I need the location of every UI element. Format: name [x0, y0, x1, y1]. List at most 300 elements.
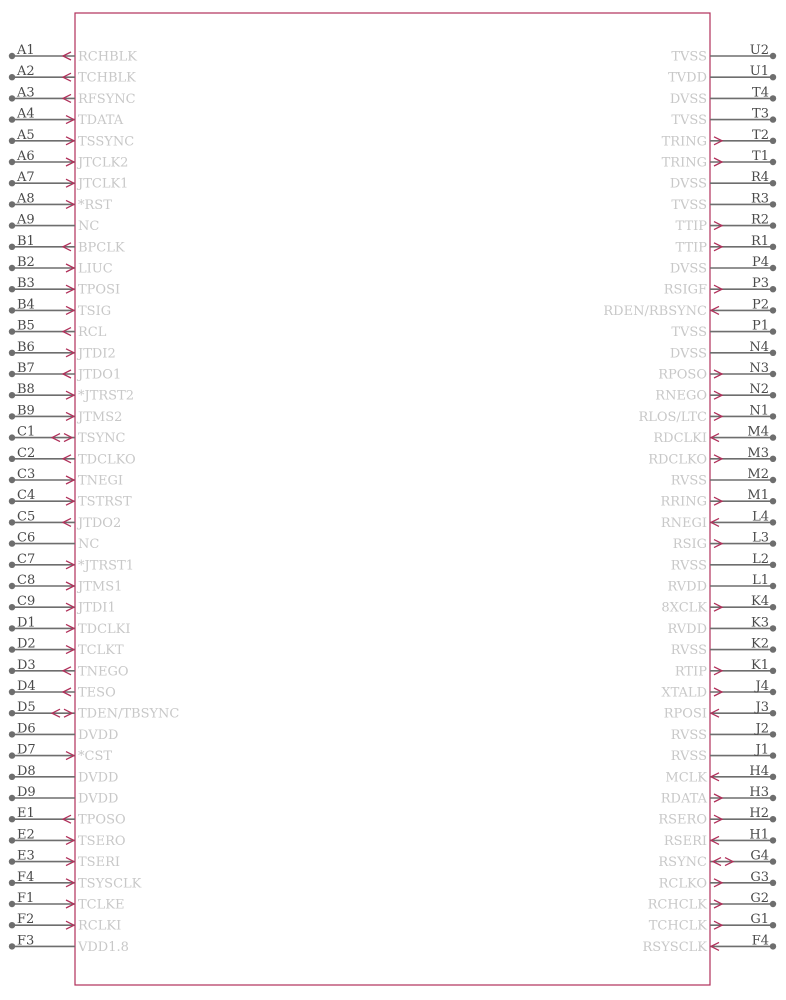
pin-number: K3: [751, 615, 769, 631]
pin-number: D5: [17, 700, 36, 716]
pin-number: L4: [752, 509, 769, 525]
pin-name: BPCLK: [78, 240, 125, 256]
pin-name: RDEN/RBSYNC: [603, 303, 707, 319]
pin-name: TDATA: [78, 113, 124, 129]
pin-endpoint-dot: [770, 752, 776, 758]
pin-endpoint-dot: [770, 858, 776, 864]
pin-endpoint-dot: [9, 731, 15, 737]
right-pin-column: [603, 43, 776, 955]
pin-number: J3: [755, 700, 769, 716]
pin-name: TCHBLK: [78, 70, 136, 86]
pin-name: TRING: [661, 134, 707, 150]
pin-name: TCLKE: [78, 897, 125, 913]
pin-name: DVDD: [78, 770, 119, 786]
pin-endpoint-dot: [9, 477, 15, 483]
right-pin: [665, 764, 776, 786]
pin-number: C6: [17, 530, 36, 546]
pin-endpoint-dot: [9, 880, 15, 886]
pin-name: RNEGO: [655, 388, 707, 404]
left-pin: [9, 933, 129, 955]
pin-endpoint-dot: [9, 816, 15, 822]
pin-name: RFSYNC: [78, 91, 136, 107]
pin-endpoint-dot: [770, 477, 776, 483]
right-pin: [671, 107, 776, 129]
pin-name: JTDI2: [78, 346, 116, 362]
pin-number: E2: [17, 827, 35, 843]
pin-endpoint-dot: [770, 74, 776, 80]
pin-number: H3: [749, 785, 769, 800]
right-pin: [670, 255, 776, 277]
pin-name: RCHCLK: [647, 897, 707, 913]
pin-number: F1: [17, 891, 35, 906]
left-pin: [9, 64, 136, 86]
right-pin: [661, 679, 776, 701]
pin-endpoint-dot: [770, 795, 776, 801]
pin-number: U2: [749, 43, 769, 58]
left-pin: [9, 764, 119, 786]
pin-name: *CST: [78, 749, 113, 765]
pin-name: TVDD: [668, 70, 707, 86]
pin-name: TSSYNC: [78, 134, 135, 150]
pin-number: K4: [751, 594, 769, 610]
left-pin: [9, 891, 125, 913]
pin-number: C7: [17, 551, 36, 567]
left-pin: [9, 552, 134, 574]
pin-name: TESO: [78, 685, 116, 701]
pin-endpoint-dot: [770, 668, 776, 674]
pin-name: RVDD: [667, 621, 707, 637]
pin-name: RTIP: [674, 664, 707, 680]
pin-endpoint-dot: [9, 307, 15, 313]
pin-name: RDCLKO: [648, 452, 707, 468]
pin-endpoint-dot: [9, 95, 15, 101]
pin-name: RSIG: [672, 537, 707, 553]
pin-endpoint-dot: [9, 498, 15, 504]
pin-endpoint-dot: [9, 668, 15, 674]
pin-endpoint-dot: [770, 774, 776, 780]
right-pin: [649, 912, 776, 934]
left-pin: [9, 403, 123, 425]
pin-number: D1: [17, 615, 36, 631]
pin-endpoint-dot: [770, 328, 776, 334]
pin-number: C9: [17, 594, 36, 610]
pin-number: F2: [17, 912, 35, 928]
pin-name: RNEGI: [660, 515, 707, 531]
pin-name: DVSS: [669, 346, 707, 362]
right-pin: [603, 297, 776, 319]
pin-endpoint-dot: [770, 286, 776, 292]
pin-endpoint-dot: [9, 604, 15, 610]
left-pin: [9, 467, 123, 489]
pin-endpoint-dot: [770, 116, 776, 122]
pin-endpoint-dot: [770, 350, 776, 356]
pin-number: L2: [752, 551, 769, 567]
pin-number: G1: [750, 912, 769, 928]
right-pin: [671, 191, 776, 213]
pin-endpoint-dot: [770, 562, 776, 568]
pin-endpoint-dot: [770, 689, 776, 695]
pin-endpoint-dot: [770, 625, 776, 631]
right-pin: [667, 573, 776, 595]
left-pin: [9, 615, 131, 637]
left-pin: [9, 128, 134, 150]
pin-number: E1: [17, 806, 35, 822]
pin-name: TCLKT: [78, 643, 124, 659]
pin-number: B3: [17, 276, 35, 292]
pin-name: DVSS: [669, 91, 707, 107]
pin-name: TPOSI: [78, 282, 121, 298]
pin-endpoint-dot: [770, 456, 776, 462]
pin-endpoint-dot: [770, 371, 776, 377]
right-pin: [643, 933, 777, 955]
pin-number: K2: [751, 636, 769, 652]
pin-endpoint-dot: [9, 392, 15, 398]
pin-name: NC: [78, 219, 100, 235]
pin-name: RVSS: [670, 749, 707, 765]
pin-endpoint-dot: [770, 943, 776, 949]
left-pin: [9, 361, 121, 383]
pin-endpoint-dot: [770, 498, 776, 504]
pin-name: TSTRST: [78, 494, 132, 510]
left-pin: [9, 255, 113, 277]
right-pin: [670, 85, 776, 107]
right-pin: [670, 170, 776, 192]
right-pin: [661, 594, 776, 616]
pin-endpoint-dot: [770, 731, 776, 737]
pin-name: VDD1.8: [78, 939, 129, 955]
pin-name: TNEGI: [78, 473, 124, 489]
pin-number: A3: [17, 85, 35, 101]
pin-endpoint-dot: [770, 392, 776, 398]
pin-endpoint-dot: [770, 307, 776, 313]
pin-name: TSYSCLK: [78, 876, 142, 892]
pin-number: D8: [17, 763, 36, 779]
pin-endpoint-dot: [770, 434, 776, 440]
pin-name: RSERO: [658, 812, 707, 828]
pin-endpoint-dot: [770, 201, 776, 207]
pin-number: F4: [751, 933, 769, 949]
pin-endpoint-dot: [9, 53, 15, 59]
pin-name: *JTRST2: [78, 388, 135, 404]
left-pin: [9, 149, 129, 171]
right-pin: [664, 276, 776, 298]
pin-name: TNEGO: [78, 664, 129, 680]
pin-name: JTDO2: [78, 515, 122, 531]
left-pin: [9, 743, 113, 765]
pin-number: N2: [749, 382, 769, 398]
pin-number: C3: [17, 467, 36, 482]
left-pin: [9, 170, 129, 192]
left-pin: [9, 191, 112, 213]
left-pin: [9, 509, 121, 531]
pin-name: RRING: [660, 494, 707, 510]
pin-name: JTDI1: [78, 600, 116, 616]
pin-name: JTCLK2: [78, 155, 129, 171]
pin-name: RCLKO: [658, 876, 707, 892]
pin-endpoint-dot: [770, 583, 776, 589]
pin-number: J2: [755, 721, 769, 737]
pin-endpoint-dot: [770, 646, 776, 652]
pin-number: H2: [749, 806, 769, 822]
pin-endpoint-dot: [9, 180, 15, 186]
pin-number: A4: [17, 106, 35, 122]
pin-number: T4: [752, 85, 769, 101]
pin-name: MCLK: [665, 770, 707, 786]
pin-name: TDCLKI: [78, 621, 131, 637]
left-pin: [9, 319, 107, 341]
pin-number: N3: [749, 361, 769, 376]
left-pin: [9, 531, 100, 553]
pin-endpoint-dot: [9, 116, 15, 122]
right-pin: [671, 637, 776, 659]
pin-endpoint-dot: [9, 922, 15, 928]
pin-name: RSYNC: [658, 855, 707, 871]
pin-name: TTIP: [675, 219, 707, 235]
pin-number: D4: [17, 679, 36, 694]
right-pin: [671, 743, 776, 765]
right-pin: [671, 552, 776, 574]
pin-name: RCHBLK: [78, 49, 137, 65]
pin-endpoint-dot: [770, 837, 776, 843]
pin-number: N4: [749, 339, 769, 355]
pin-number: P4: [751, 255, 769, 270]
left-pin: [9, 594, 116, 616]
pin-number: B6: [17, 339, 35, 355]
left-pin: [9, 340, 116, 362]
left-pin: [9, 107, 124, 129]
left-pin: [9, 721, 119, 743]
right-pin: [667, 615, 776, 637]
pin-endpoint-dot: [9, 456, 15, 462]
pin-number: F4: [17, 869, 35, 885]
pin-number: P2: [751, 297, 769, 313]
left-pin: [9, 488, 132, 510]
left-pin: [9, 912, 121, 934]
pin-endpoint-dot: [770, 816, 776, 822]
right-pin: [668, 64, 776, 86]
pin-name: TSIG: [78, 303, 112, 319]
pin-name: RDATA: [660, 791, 707, 807]
left-pin: [9, 849, 120, 871]
left-pin: [9, 446, 136, 468]
pin-endpoint-dot: [9, 413, 15, 419]
pin-endpoint-dot: [9, 943, 15, 949]
pin-endpoint-dot: [770, 901, 776, 907]
pin-name: TVSS: [671, 49, 707, 65]
pin-endpoint-dot: [770, 880, 776, 886]
pin-endpoint-dot: [770, 138, 776, 144]
pin-number: D2: [17, 636, 36, 652]
left-pin: [9, 43, 137, 65]
pin-number: K1: [751, 657, 769, 673]
left-pin: [9, 297, 111, 319]
pin-number: P1: [751, 318, 769, 334]
pin-name: RSYSCLK: [642, 939, 707, 955]
right-pin: [671, 43, 776, 65]
pin-endpoint-dot: [9, 244, 15, 250]
pin-number: R3: [750, 191, 769, 207]
right-pin: [662, 128, 777, 150]
pin-name: TVSS: [671, 325, 707, 341]
pin-name: RPOSO: [658, 367, 707, 383]
pin-endpoint-dot: [9, 646, 15, 652]
pin-name: TDCLKO: [78, 452, 136, 468]
pin-name: TRING: [661, 155, 707, 171]
pin-number: T3: [752, 106, 769, 122]
pin-name: XTALD: [661, 685, 707, 701]
pin-number: C1: [17, 424, 36, 440]
pin-name: LIUC: [78, 261, 113, 277]
pin-endpoint-dot: [9, 74, 15, 80]
pin-endpoint-dot: [9, 350, 15, 356]
pin-endpoint-dot: [770, 413, 776, 419]
pin-endpoint-dot: [9, 159, 15, 165]
left-pin: [9, 785, 119, 807]
right-pin: [658, 849, 776, 871]
pin-name: TSERO: [78, 833, 126, 849]
pin-name: DVSS: [669, 261, 707, 277]
pin-name: TVSS: [671, 197, 707, 213]
pin-number: D7: [17, 742, 36, 758]
pin-number: B7: [17, 361, 35, 376]
pin-endpoint-dot: [770, 710, 776, 716]
pin-name: DVDD: [78, 791, 119, 807]
left-pin: [9, 827, 126, 849]
pin-number: B1: [17, 233, 35, 249]
pin-number: D3: [17, 657, 36, 673]
pin-name: RVSS: [670, 643, 707, 659]
pin-name: TVSS: [671, 113, 707, 129]
pin-endpoint-dot: [9, 265, 15, 271]
pin-name: JTMS1: [78, 579, 123, 595]
pin-name: TSYNC: [78, 431, 126, 447]
pin-endpoint-dot: [770, 519, 776, 525]
right-pin: [638, 403, 776, 425]
left-pin: [9, 573, 123, 595]
right-pin: [658, 361, 776, 383]
right-pin: [648, 446, 776, 468]
pin-number: D6: [17, 721, 36, 737]
pin-number: M4: [747, 424, 769, 440]
pin-number: J1: [755, 742, 769, 758]
right-pin: [662, 149, 777, 171]
pin-number: T2: [752, 127, 769, 143]
right-pin: [661, 785, 776, 807]
pin-endpoint-dot: [9, 562, 15, 568]
pin-endpoint-dot: [9, 540, 15, 546]
right-pin: [661, 509, 776, 531]
pin-number: R2: [750, 212, 769, 228]
pin-name: RSERI: [663, 833, 707, 849]
pin-endpoint-dot: [770, 540, 776, 546]
left-pin: [9, 276, 120, 298]
pin-endpoint-dot: [9, 328, 15, 334]
right-pin: [648, 891, 777, 913]
pin-name: DVSS: [669, 176, 707, 192]
left-pin: [9, 679, 116, 701]
pin-number: M2: [747, 467, 769, 482]
pin-endpoint-dot: [9, 201, 15, 207]
pin-endpoint-dot: [770, 922, 776, 928]
pin-number: U1: [749, 64, 769, 80]
pin-endpoint-dot: [770, 265, 776, 271]
pin-number: B9: [17, 403, 35, 419]
pin-name: RVDD: [667, 579, 707, 595]
pin-endpoint-dot: [9, 795, 15, 801]
pin-number: C8: [17, 573, 36, 588]
pin-number: P3: [751, 276, 769, 292]
pin-name: RLOS/LTC: [638, 409, 707, 425]
right-pin: [676, 213, 777, 235]
pin-endpoint-dot: [770, 95, 776, 101]
pin-endpoint-dot: [770, 159, 776, 165]
pin-number: D9: [17, 785, 36, 800]
right-pin: [673, 531, 776, 553]
pin-number: R4: [750, 170, 769, 186]
pin-endpoint-dot: [770, 180, 776, 186]
pin-endpoint-dot: [9, 222, 15, 228]
pin-name: RVSS: [670, 473, 707, 489]
pin-number: M3: [747, 445, 769, 461]
pin-name: TPOSO: [78, 812, 126, 828]
right-pin: [671, 467, 776, 489]
pin-endpoint-dot: [9, 434, 15, 440]
left-pin: [9, 806, 126, 828]
pin-endpoint-dot: [770, 53, 776, 59]
right-pin: [658, 806, 776, 828]
pin-endpoint-dot: [9, 710, 15, 716]
pin-name: TTIP: [675, 240, 707, 256]
pin-number: C5: [17, 509, 36, 525]
right-pin: [671, 319, 776, 341]
right-pin: [675, 658, 776, 680]
pin-endpoint-dot: [9, 519, 15, 525]
pin-number: C4: [17, 488, 36, 504]
pin-name: RVSS: [670, 727, 707, 743]
pin-number: C2: [17, 445, 36, 461]
pin-name: RPOSI: [663, 706, 707, 722]
pin-number: G4: [750, 848, 769, 864]
pin-endpoint-dot: [9, 901, 15, 907]
right-pin: [670, 340, 776, 362]
pin-name: JTCLK1: [78, 176, 129, 192]
pin-number: T1: [752, 149, 769, 164]
pin-number: E3: [17, 848, 35, 864]
pin-number: N1: [749, 403, 769, 419]
pin-number: F3: [17, 933, 35, 949]
left-pin: [9, 85, 136, 107]
pin-name: TDEN/TBSYNC: [78, 706, 180, 722]
pin-name: TCHCLK: [648, 918, 707, 934]
pin-name: TSERI: [78, 855, 120, 871]
pin-endpoint-dot: [9, 583, 15, 589]
pin-number: A2: [17, 64, 35, 80]
pin-number: L1: [752, 573, 769, 588]
pin-number: H4: [749, 763, 769, 779]
pin-number: L3: [752, 530, 769, 546]
left-pin: [9, 637, 124, 659]
pin-number: H1: [749, 827, 769, 843]
left-pin-column: [9, 43, 180, 955]
pin-endpoint-dot: [9, 371, 15, 377]
pin-name: RCL: [78, 325, 107, 341]
pin-number: R1: [750, 233, 769, 249]
pin-number: G2: [750, 891, 769, 906]
pin-number: A7: [17, 170, 35, 186]
right-pin: [655, 382, 776, 404]
pin-endpoint-dot: [9, 138, 15, 144]
pin-name: DVDD: [78, 727, 119, 743]
